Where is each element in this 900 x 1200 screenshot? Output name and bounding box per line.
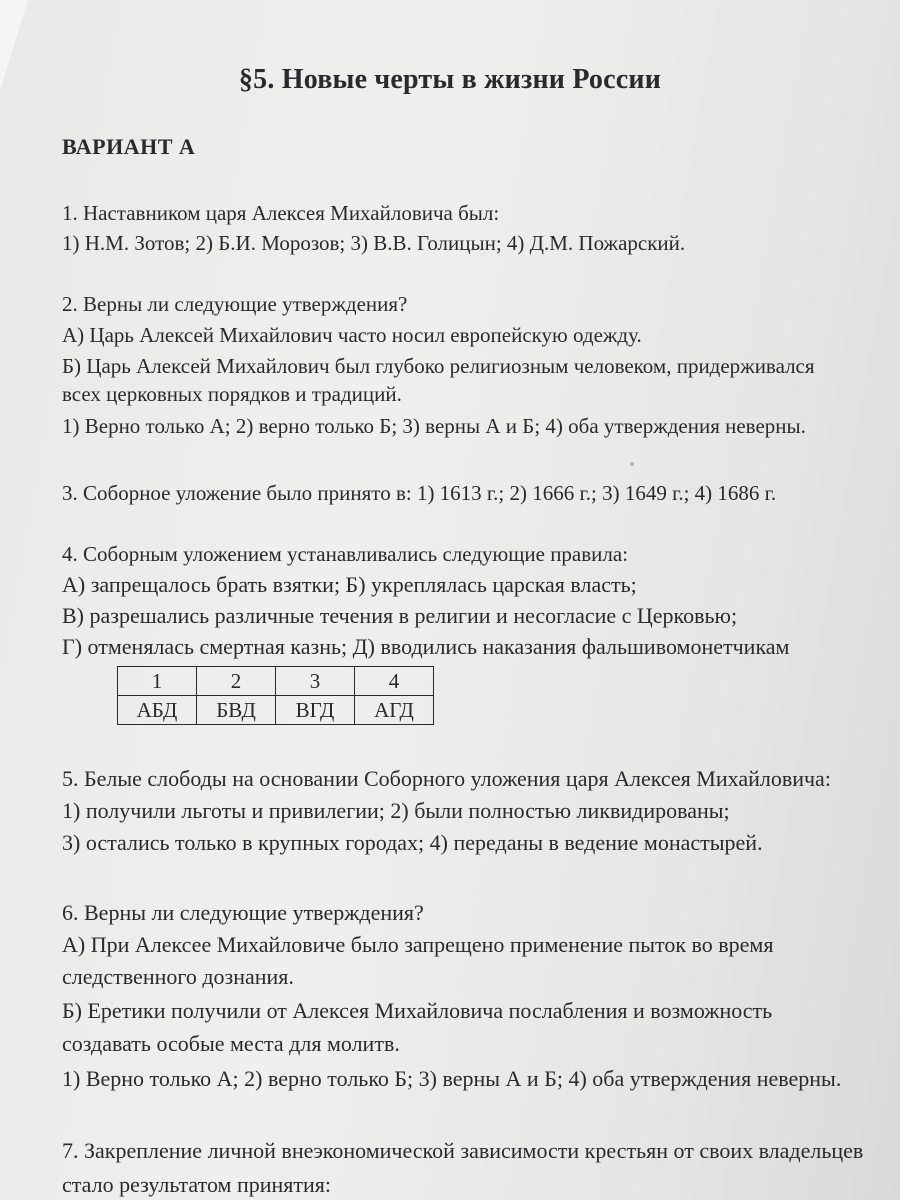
- question-4-rule-v: В) разрешались различные течения в религии и несогласие с Церковью;: [62, 603, 738, 628]
- question-4-rule-a-b: А) запрещалось брать взятки; Б) укреплялась царская власть;: [62, 572, 637, 597]
- table-header-cell: 1: [118, 667, 197, 696]
- table-row: [118, 667, 434, 696]
- question-4-text: 4. Соборным уложением устанавливались следующие правила:: [62, 542, 629, 566]
- question-7-text-cont: стало результатом принятия:: [62, 1172, 332, 1197]
- page-title: §5. Новые черты в жизни России: [238, 64, 662, 95]
- question-1-options: 1) Н.М. Зотов; 2) Б.И. Морозов; 3) В.В. Голицын; 4) Д.М. Пожарский.: [62, 231, 686, 255]
- question-7-text: 7. Закрепление личной внеэкономической зависимости крестьян от своих владельцев: [62, 1138, 864, 1163]
- question-1-text: 1. Наставником царя Алексея Михайловича был:: [62, 201, 500, 225]
- question-2-text: 2. Верны ли следующие утверждения?: [62, 292, 408, 316]
- question-5-options-3-4: 3) остались только в крупных городах; 4) переданы в ведение монастырей.: [62, 830, 763, 855]
- question-6-statement-a-cont: следственного дознания.: [62, 964, 294, 989]
- question-6-statement-a: А) При Алексее Михайловиче было запрещено применение пыток во время: [62, 932, 774, 957]
- question-6-options: 1) Верно только А; 2) верно только Б; 3) верны А и Б; 4) оба утверждения неверны.: [62, 1066, 842, 1091]
- table-cell: АГД: [355, 696, 434, 725]
- table-header-cell: 2: [197, 667, 276, 696]
- table-cell: БВД: [197, 696, 276, 725]
- variant-heading: ВАРИАНТ А: [62, 134, 196, 159]
- question-6-statement-b-cont: создавать особые места для молитв.: [62, 1031, 400, 1056]
- table-cell: ВГД: [276, 696, 355, 725]
- question-5-text: 5. Белые слободы на основании Соборного уложения царя Алексея Михайловича:: [62, 766, 831, 791]
- question-6-text: 6. Верны ли следующие утверждения?: [62, 900, 424, 925]
- question-4-rule-g-d: Г) отменялась смертная казнь; Д) вводились наказания фальшивомонетчикам: [62, 634, 790, 659]
- question-2-statement-a: А) Царь Алексей Михайлович часто носил европейскую одежду.: [62, 323, 642, 347]
- question-2-statement-b: Б) Царь Алексей Михайлович был глубоко религиозным человеком, придерживался: [62, 354, 815, 378]
- question-5-options-1-2: 1) получили льготы и привилегии; 2) были полностью ликвидированы;: [62, 798, 730, 823]
- question-6-statement-b: Б) Еретики получили от Алексея Михайловича послабления и возможность: [62, 998, 773, 1023]
- question-3-text: 3. Соборное уложение было принято в: 1) 1613 г.; 2) 1666 г.; 3) 1649 г.; 4) 1686 г.: [62, 481, 777, 505]
- question-4-answer-table: [117, 666, 434, 725]
- question-2-statement-b-cont: всех церковных порядков и традиций.: [62, 382, 402, 406]
- table-header-cell: 3: [276, 667, 355, 696]
- table-row: [118, 696, 434, 725]
- question-2-options: 1) Верно только А; 2) верно только Б; 3) верны А и Б; 4) оба утверждения неверны.: [62, 414, 806, 438]
- paper-mark: [630, 462, 634, 466]
- table-header-cell: 4: [355, 667, 434, 696]
- table-cell: АБД: [118, 696, 197, 725]
